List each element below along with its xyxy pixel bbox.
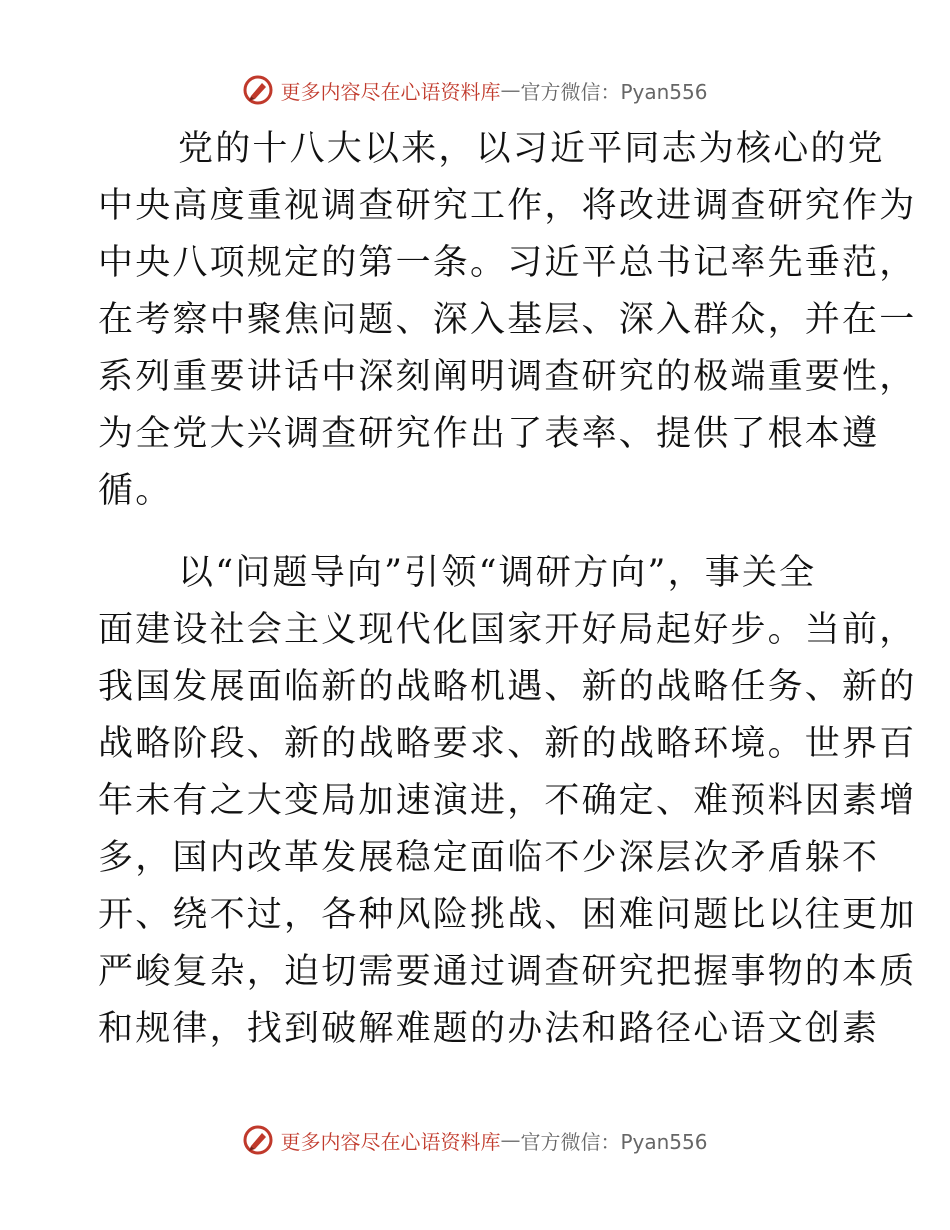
paragraph-1-line-6: 为全党大兴调查研究作出了表率、提供了根本遵	[98, 414, 880, 454]
paragraph-1-line-1: 党的十八大以来，以习近平同志为核心的党	[178, 129, 885, 169]
banner-prefix: 更多内容尽在心语资料库	[280, 79, 501, 104]
banner-prefix: 更多内容尽在心语资料库	[280, 1129, 501, 1154]
footer-watermark	[0, 1120, 950, 1160]
paragraph-2-line-7: 开、绕不过，各种风险挑战、困难问题比以往更加	[98, 895, 917, 935]
banner-suffix: 官方微信：Pyan556	[520, 79, 708, 104]
pen-logo-icon	[242, 74, 274, 106]
banner-dash: —	[500, 1128, 521, 1152]
paragraph-1-line-7: 循。	[98, 471, 173, 511]
paragraph-1-line-2: 中央高度重视调查研究工作，将改进调查研究作为	[98, 186, 917, 226]
banner-dash: —	[500, 78, 521, 102]
paragraph-2-line-1: 以“问题导向”引领“调研方向”，事关全	[178, 553, 817, 593]
paragraph-2-line-9: 和规律，找到破解难题的办法和路径心语文创素	[98, 1009, 880, 1049]
banner-suffix: 官方微信：Pyan556	[520, 1129, 708, 1154]
paragraph-2-line-5: 年未有之大变局加速演进，不确定、难预料因素增	[98, 781, 917, 821]
paragraph-2-line-8: 严峻复杂，迫切需要通过调查研究把握事物的本质	[98, 952, 917, 992]
paragraph-2-line-4: 战略阶段、新的战略要求、新的战略环境。世界百	[98, 724, 917, 764]
paragraph-1-line-3: 中央八项规定的第一条。习近平总书记率先垂范，	[98, 243, 917, 283]
paragraph-2-line-6: 多，国内改革发展稳定面临不少深层次矛盾躲不	[98, 838, 880, 878]
pen-logo-icon	[242, 1124, 274, 1156]
paragraph-2-line-3: 我国发展面临新的战略机遇、新的战略任务、新的	[98, 667, 917, 707]
paragraph-2-line-2: 面建设社会主义现代化国家开好局起好步。当前，	[98, 610, 917, 650]
paragraph-1-line-5: 系列重要讲话中深刻阐明调查研究的极端重要性，	[98, 357, 917, 397]
paragraph-1-line-4: 在考察中聚焦问题、深入基层、深入群众，并在一	[98, 300, 917, 340]
header-watermark	[0, 70, 950, 110]
